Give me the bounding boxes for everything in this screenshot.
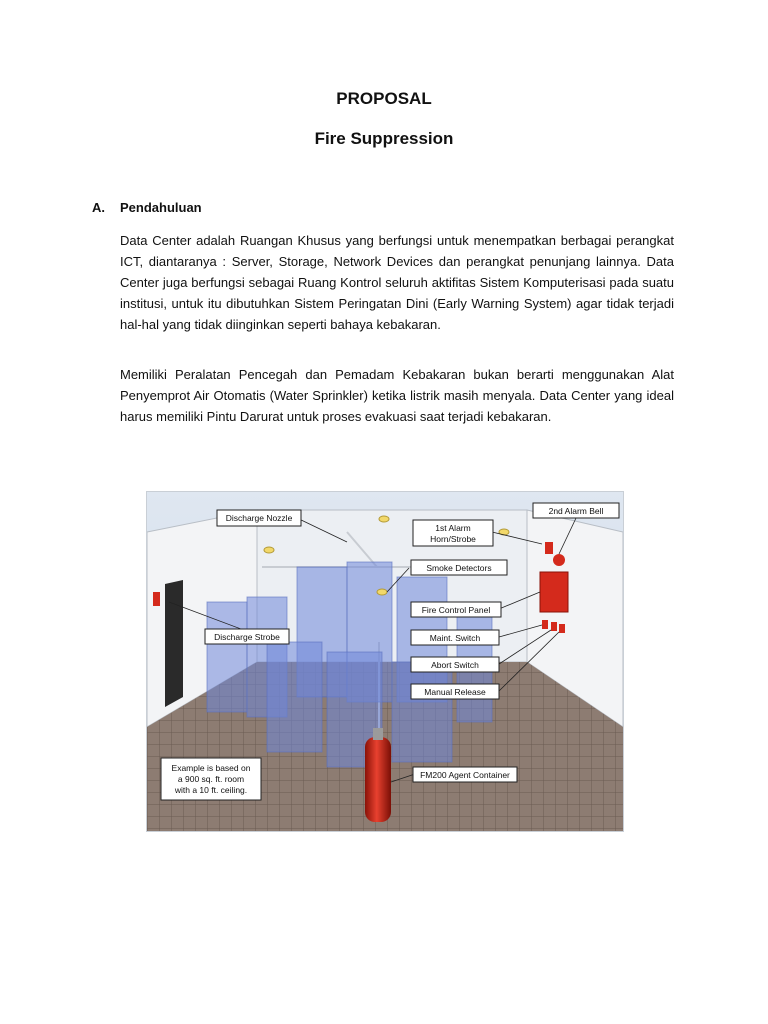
svg-text:Discharge Nozzle: Discharge Nozzle (225, 513, 293, 523)
paragraph-1: Data Center adalah Ruangan Khusus yang berfungsi untuk menempatkan berbagai perangkat ICT, diantaranya : Server, Storage, Network Devices dan perangkat penunjang lainnya. Data Center juga berfungsi sebagai Ruang Kontrol seluruh aktifitas Sistem Komputerisasi pada suatu institusi, untuk itu dibutuhkan Sistem Peringatan Dini (Early Warning System) agar tidak terjadi hal-hal yang tidak diinginkan seperti bahaya kebakaran. (120, 233, 674, 332)
section-number: A. (92, 200, 105, 215)
svg-text:2nd Alarm Bell: 2nd Alarm Bell (548, 506, 604, 516)
svg-text:with a 10 ft. ceiling.: with a 10 ft. ceiling. (174, 785, 248, 795)
label-fire-control-panel (411, 602, 501, 617)
agent-container-cylinder (365, 737, 391, 822)
maint-switch-device (542, 620, 548, 629)
emergency-door (165, 580, 183, 707)
paragraph-2: Memiliki Peralatan Pencegah dan Pemadam Kebakaran bukan berarti menggunakan Alat Penyemprot Air Otomatis (Water Sprinkler) ketika listrik masih menyala. Data Center yang ideal harus memiliki Pintu Darurat untuk proses evakuasi saat terjadi kebakaran. (120, 367, 674, 424)
svg-text:Horn/Strobe: Horn/Strobe (430, 534, 476, 544)
alarm-bell-device (553, 554, 565, 566)
diagram-svg (147, 492, 623, 831)
manual-release-device (559, 624, 565, 633)
svg-text:Abort Switch: Abort Switch (431, 660, 479, 670)
discharge-strobe-device (153, 592, 160, 606)
svg-text:Smoke Detectors: Smoke Detectors (426, 563, 492, 573)
fire-control-panel-device (540, 572, 568, 612)
label-example-note (161, 758, 261, 800)
svg-text:a 900 sq. ft. room: a 900 sq. ft. room (177, 774, 245, 784)
label-alarm-bell (533, 503, 619, 518)
label-maint-switch (411, 630, 499, 645)
horn-strobe-device (545, 542, 553, 554)
label-abort-switch (411, 657, 499, 672)
document-title: PROPOSAL (336, 89, 432, 108)
svg-text:Discharge Strobe: Discharge Strobe (214, 632, 280, 642)
svg-text:FM200 Agent Container: FM200 Agent Container (420, 770, 510, 780)
document-subtitle: Fire Suppression (314, 129, 454, 148)
label-manual-release (411, 684, 499, 699)
svg-text:Maint. Switch: Maint. Switch (429, 633, 481, 643)
svg-text:Example is based on: Example is based on (171, 763, 251, 773)
svg-text:1st Alarm: 1st Alarm (435, 523, 471, 533)
label-agent-container (413, 767, 517, 782)
section-title: Pendahuluan (120, 200, 202, 215)
svg-text:Manual Release: Manual Release (424, 687, 486, 697)
label-smoke-detectors (411, 560, 507, 575)
fire-suppression-diagram (146, 491, 624, 832)
label-discharge-strobe (205, 629, 289, 644)
label-discharge-nozzle (217, 510, 301, 526)
label-alarm-horn (413, 520, 493, 546)
abort-switch-device (551, 622, 557, 631)
cylinder-valve (373, 728, 383, 740)
section-heading (92, 200, 202, 215)
svg-text:Fire Control Panel: Fire Control Panel (421, 605, 491, 615)
